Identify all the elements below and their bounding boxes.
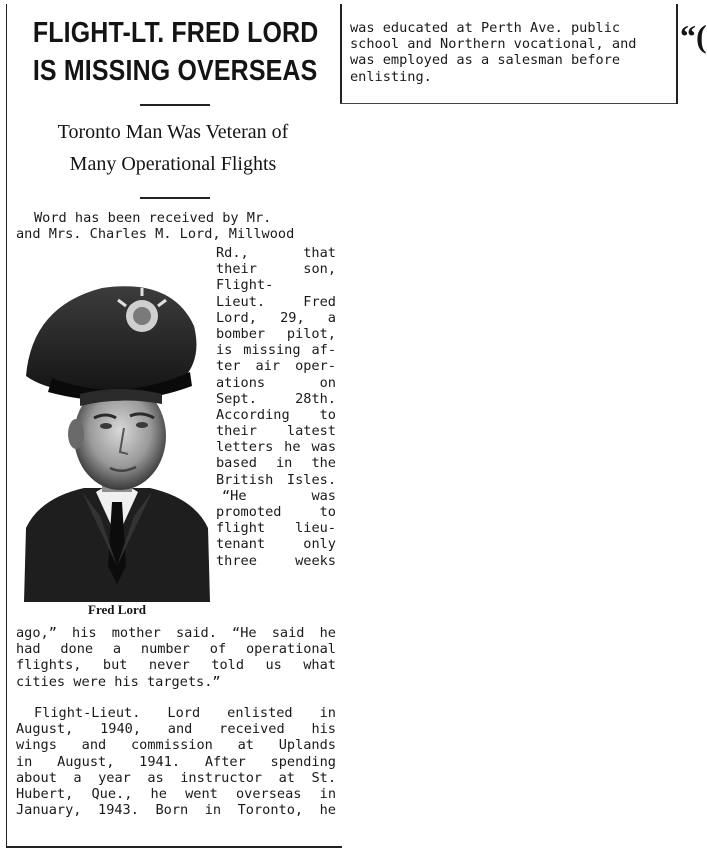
text-line: flight lieu- — [216, 520, 336, 537]
portrait-photo — [22, 266, 212, 602]
quote-continuation — [16, 625, 336, 690]
text-line: According to — [216, 406, 336, 423]
text-line: was employed as a salesman before — [350, 52, 621, 69]
text-line: British Isles. — [216, 471, 336, 488]
text-line: is missing af- — [216, 342, 336, 359]
text-line: Flight-Lieut. Lord enlisted in — [34, 705, 336, 721]
text-line: ations on — [216, 374, 336, 391]
subheadline — [10, 116, 336, 180]
text-line: ago,” his mother said. “He said he — [16, 625, 336, 641]
text-line: January, 1943. Born in Toronto, he — [16, 802, 336, 819]
text-line: their latest — [216, 423, 336, 440]
text-line: three weeks — [216, 552, 336, 569]
text-line: promoted to — [216, 504, 336, 520]
intro-paragraph — [16, 210, 336, 242]
text-line: enlisting. — [350, 68, 432, 85]
narrow-column-text — [216, 245, 336, 569]
text-line: had done a number of operational — [16, 641, 336, 658]
text-line: their son, — [216, 261, 336, 278]
text-line: Lieut. Fred — [216, 293, 336, 310]
text-line: tenant only — [216, 536, 336, 553]
text-line: cities were his targets.” — [16, 673, 221, 690]
text-line: was educated at Perth Ave. public — [350, 20, 621, 36]
text-line: school and Northern vocational, and — [350, 36, 637, 53]
continued-column — [350, 20, 672, 85]
enlistment-paragraph — [16, 705, 336, 818]
continuation-rule — [340, 103, 678, 104]
right-column-border — [676, 4, 678, 104]
text-line: wings and commission at Uplands — [16, 737, 336, 754]
column-separator — [340, 4, 342, 104]
subhead-line-1: Toronto Man Was Veteran of — [57, 121, 289, 143]
photo-caption: Fred Lord — [88, 602, 146, 617]
subhead-line-2: Many Operational Flights — [69, 153, 277, 175]
column-bottom-rule — [6, 846, 342, 848]
text-line: bomber pilot, — [216, 325, 336, 342]
text-line: “He was — [222, 487, 336, 504]
text-line: Hubert, Que., he went overseas in — [16, 785, 336, 802]
intro-line: and Mrs. Charles M. Lord, Millwood — [16, 226, 295, 243]
adjacent-column-fragment: “( — [680, 18, 707, 54]
headline-line-2: IS MISSING OVERSEAS — [32, 55, 318, 87]
subhead-divider — [140, 197, 210, 199]
text-line: Rd., that — [216, 245, 336, 261]
text-line: about a year as instructor at St. — [16, 769, 336, 786]
intro-line: Word has been received by Mr. — [34, 210, 272, 226]
text-line: August, 1940, and received his — [16, 721, 336, 738]
text-line: Flight- — [216, 277, 274, 294]
text-line: Lord, 29, a — [216, 309, 336, 326]
text-line: in August, 1941. After spending — [16, 753, 336, 770]
text-line: Sept. 28th. — [216, 390, 336, 407]
headline — [32, 14, 319, 90]
headline-line-1: FLIGHT-LT. FRED LORD — [32, 17, 319, 49]
text-line: letters he was — [216, 439, 336, 456]
text-line: ter air oper- — [216, 358, 336, 375]
headline-divider — [140, 104, 210, 106]
text-line: based in the — [216, 455, 336, 472]
text-line: flights, but never told us what — [16, 657, 336, 674]
